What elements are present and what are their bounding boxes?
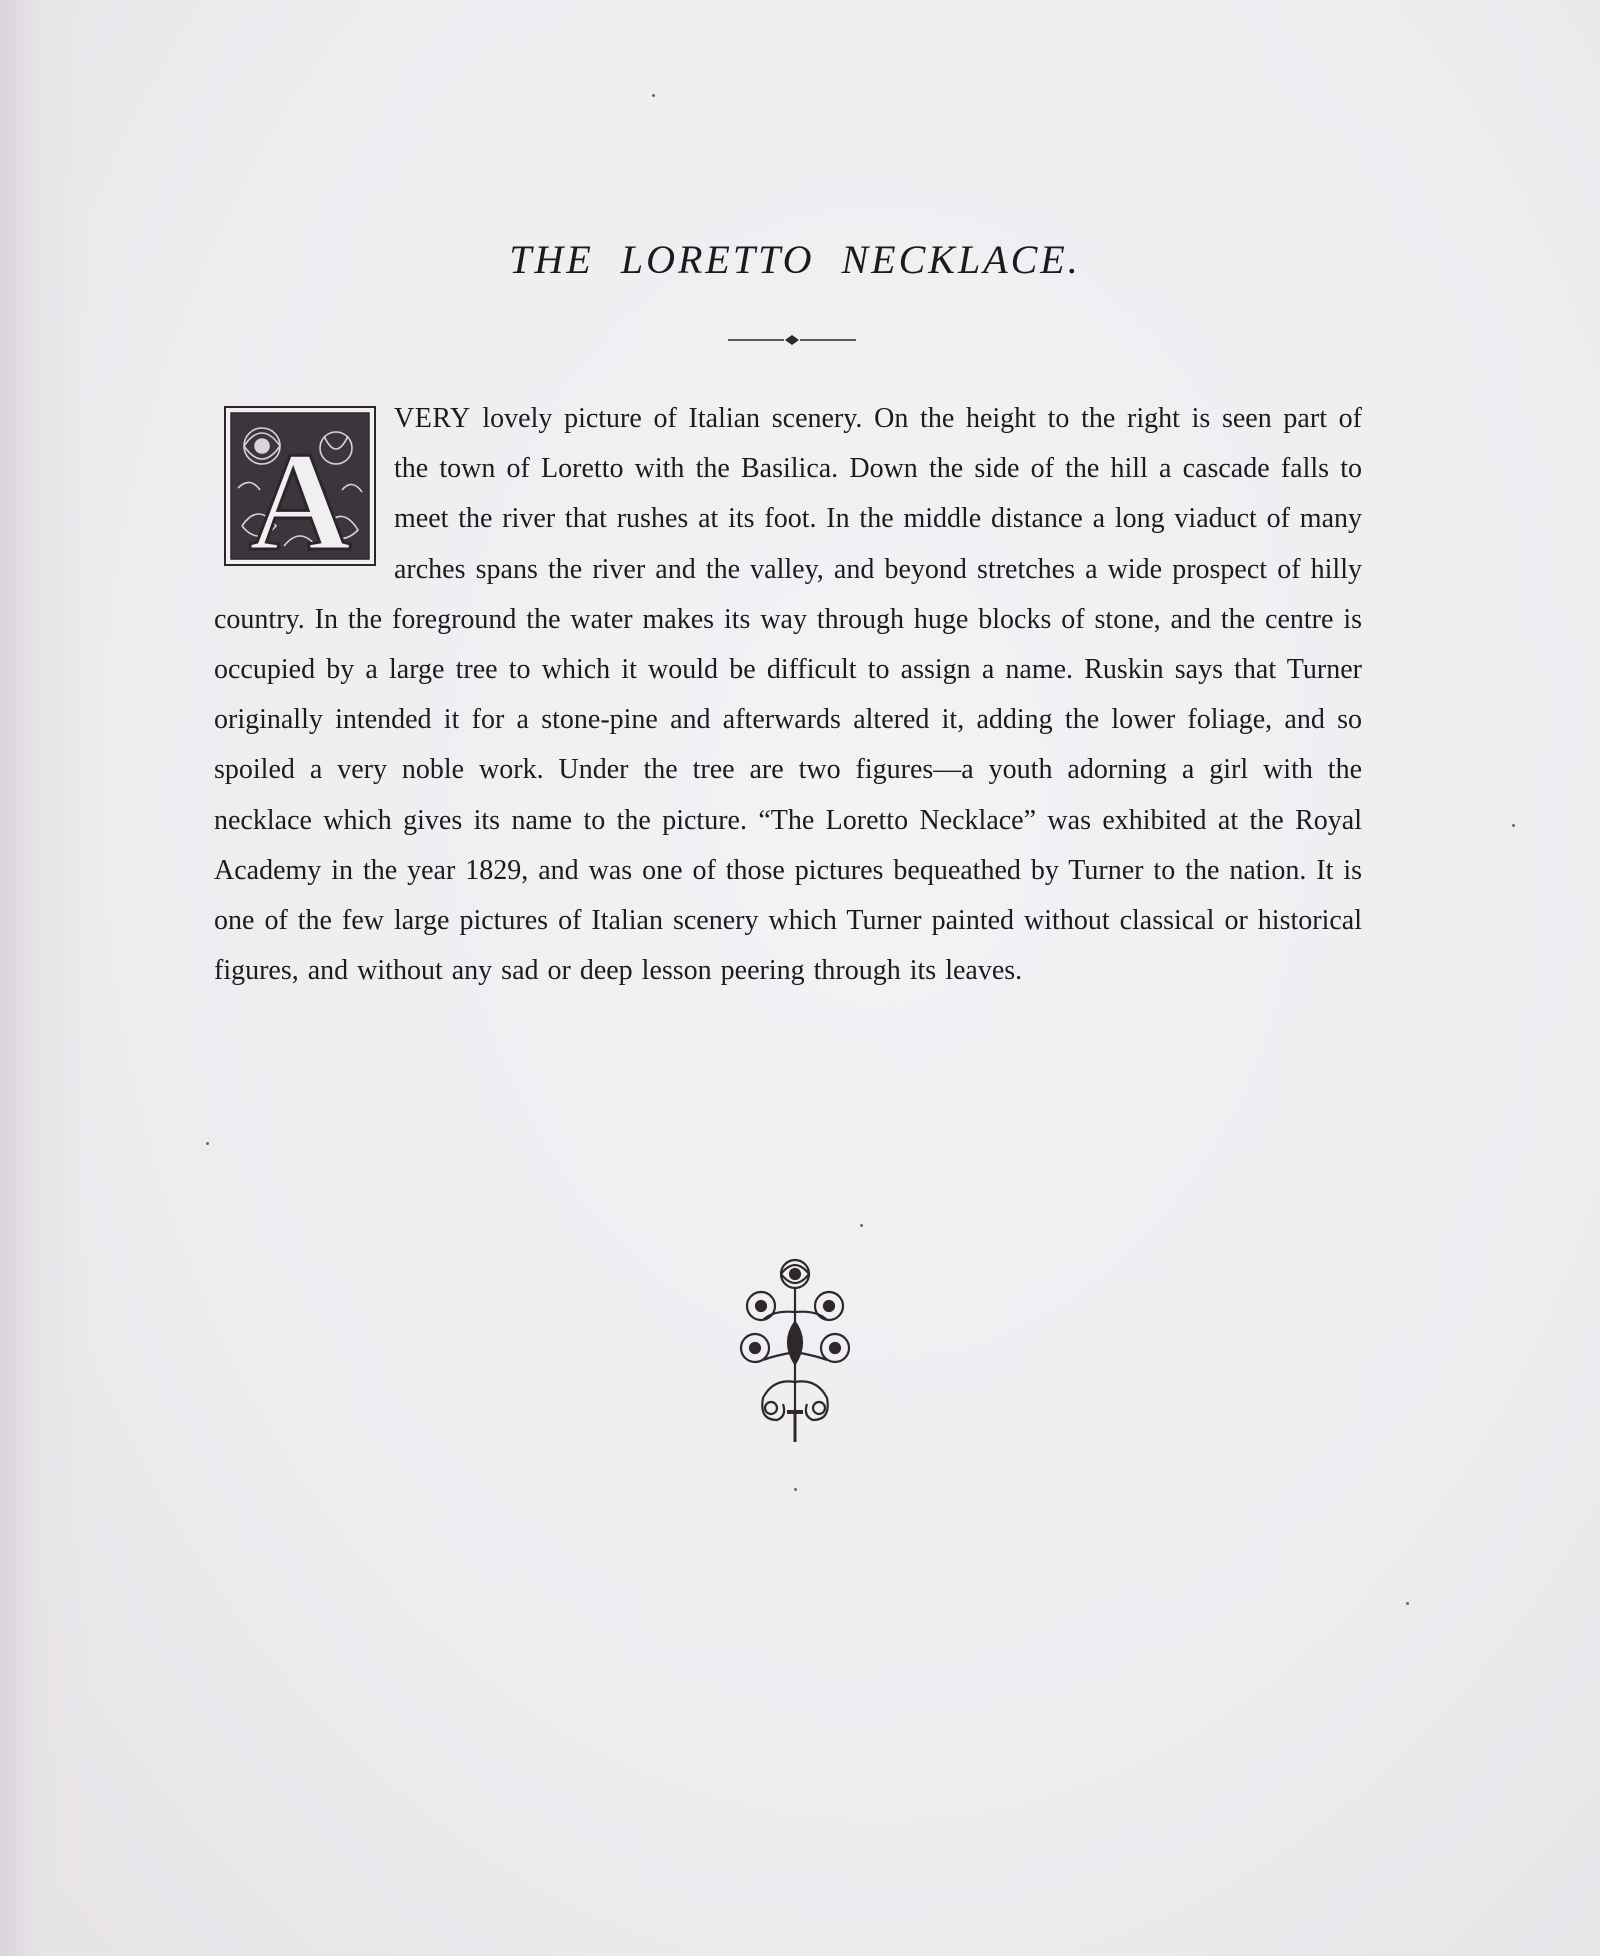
paper-speck <box>1512 824 1515 827</box>
paper-speck <box>860 1224 863 1227</box>
ornamental-initial-icon <box>224 406 376 566</box>
divider-diamond-icon <box>728 332 856 348</box>
paper-speck <box>652 94 655 97</box>
svg-text:A: A <box>248 422 352 566</box>
paper-speck <box>206 1142 209 1145</box>
page-title: THE LORETTO NECKLACE. <box>509 237 1081 282</box>
gutter-shadow <box>0 0 90 1956</box>
body-paragraph <box>214 394 1362 996</box>
paper-speck <box>794 1488 797 1491</box>
paper-speck <box>1406 1602 1409 1605</box>
body-text: lovely picture of Italian scenery. On the height to the right is seen part of the town of Loretto with the Basilica. Down the side of the hill a cascade falls to meet the river that rushes at its foot. In the middle distance a long viaduct of many arches spans the river and the valley, and beyond stretches a wide prospect of hilly country. In the foreground the water makes its way through huge blocks of stone, and the centre is occupied by a large tree to which it would be difficult to assign a name. Ruskin says that Turner originally intended it for a stone-pine and afterwards altered it, adding the lower foliage, and so spoiled a very noble work. Under the tree are two figures—a youth adorning a girl with the necklace which gives its name to the picture. “The Loretto Necklace” was exhibited at the Royal Academy in the year 1829, and was one of those pictures bequeathed by Turner to the nation. It is one of the few large pictures of Italian scenery which Turner painted without classical or historical figures, and without any sad or deep lesson peering through its leaves. <box>214 403 1362 987</box>
first-word: VERY <box>394 403 471 434</box>
floral-ornament-icon <box>733 1252 857 1446</box>
